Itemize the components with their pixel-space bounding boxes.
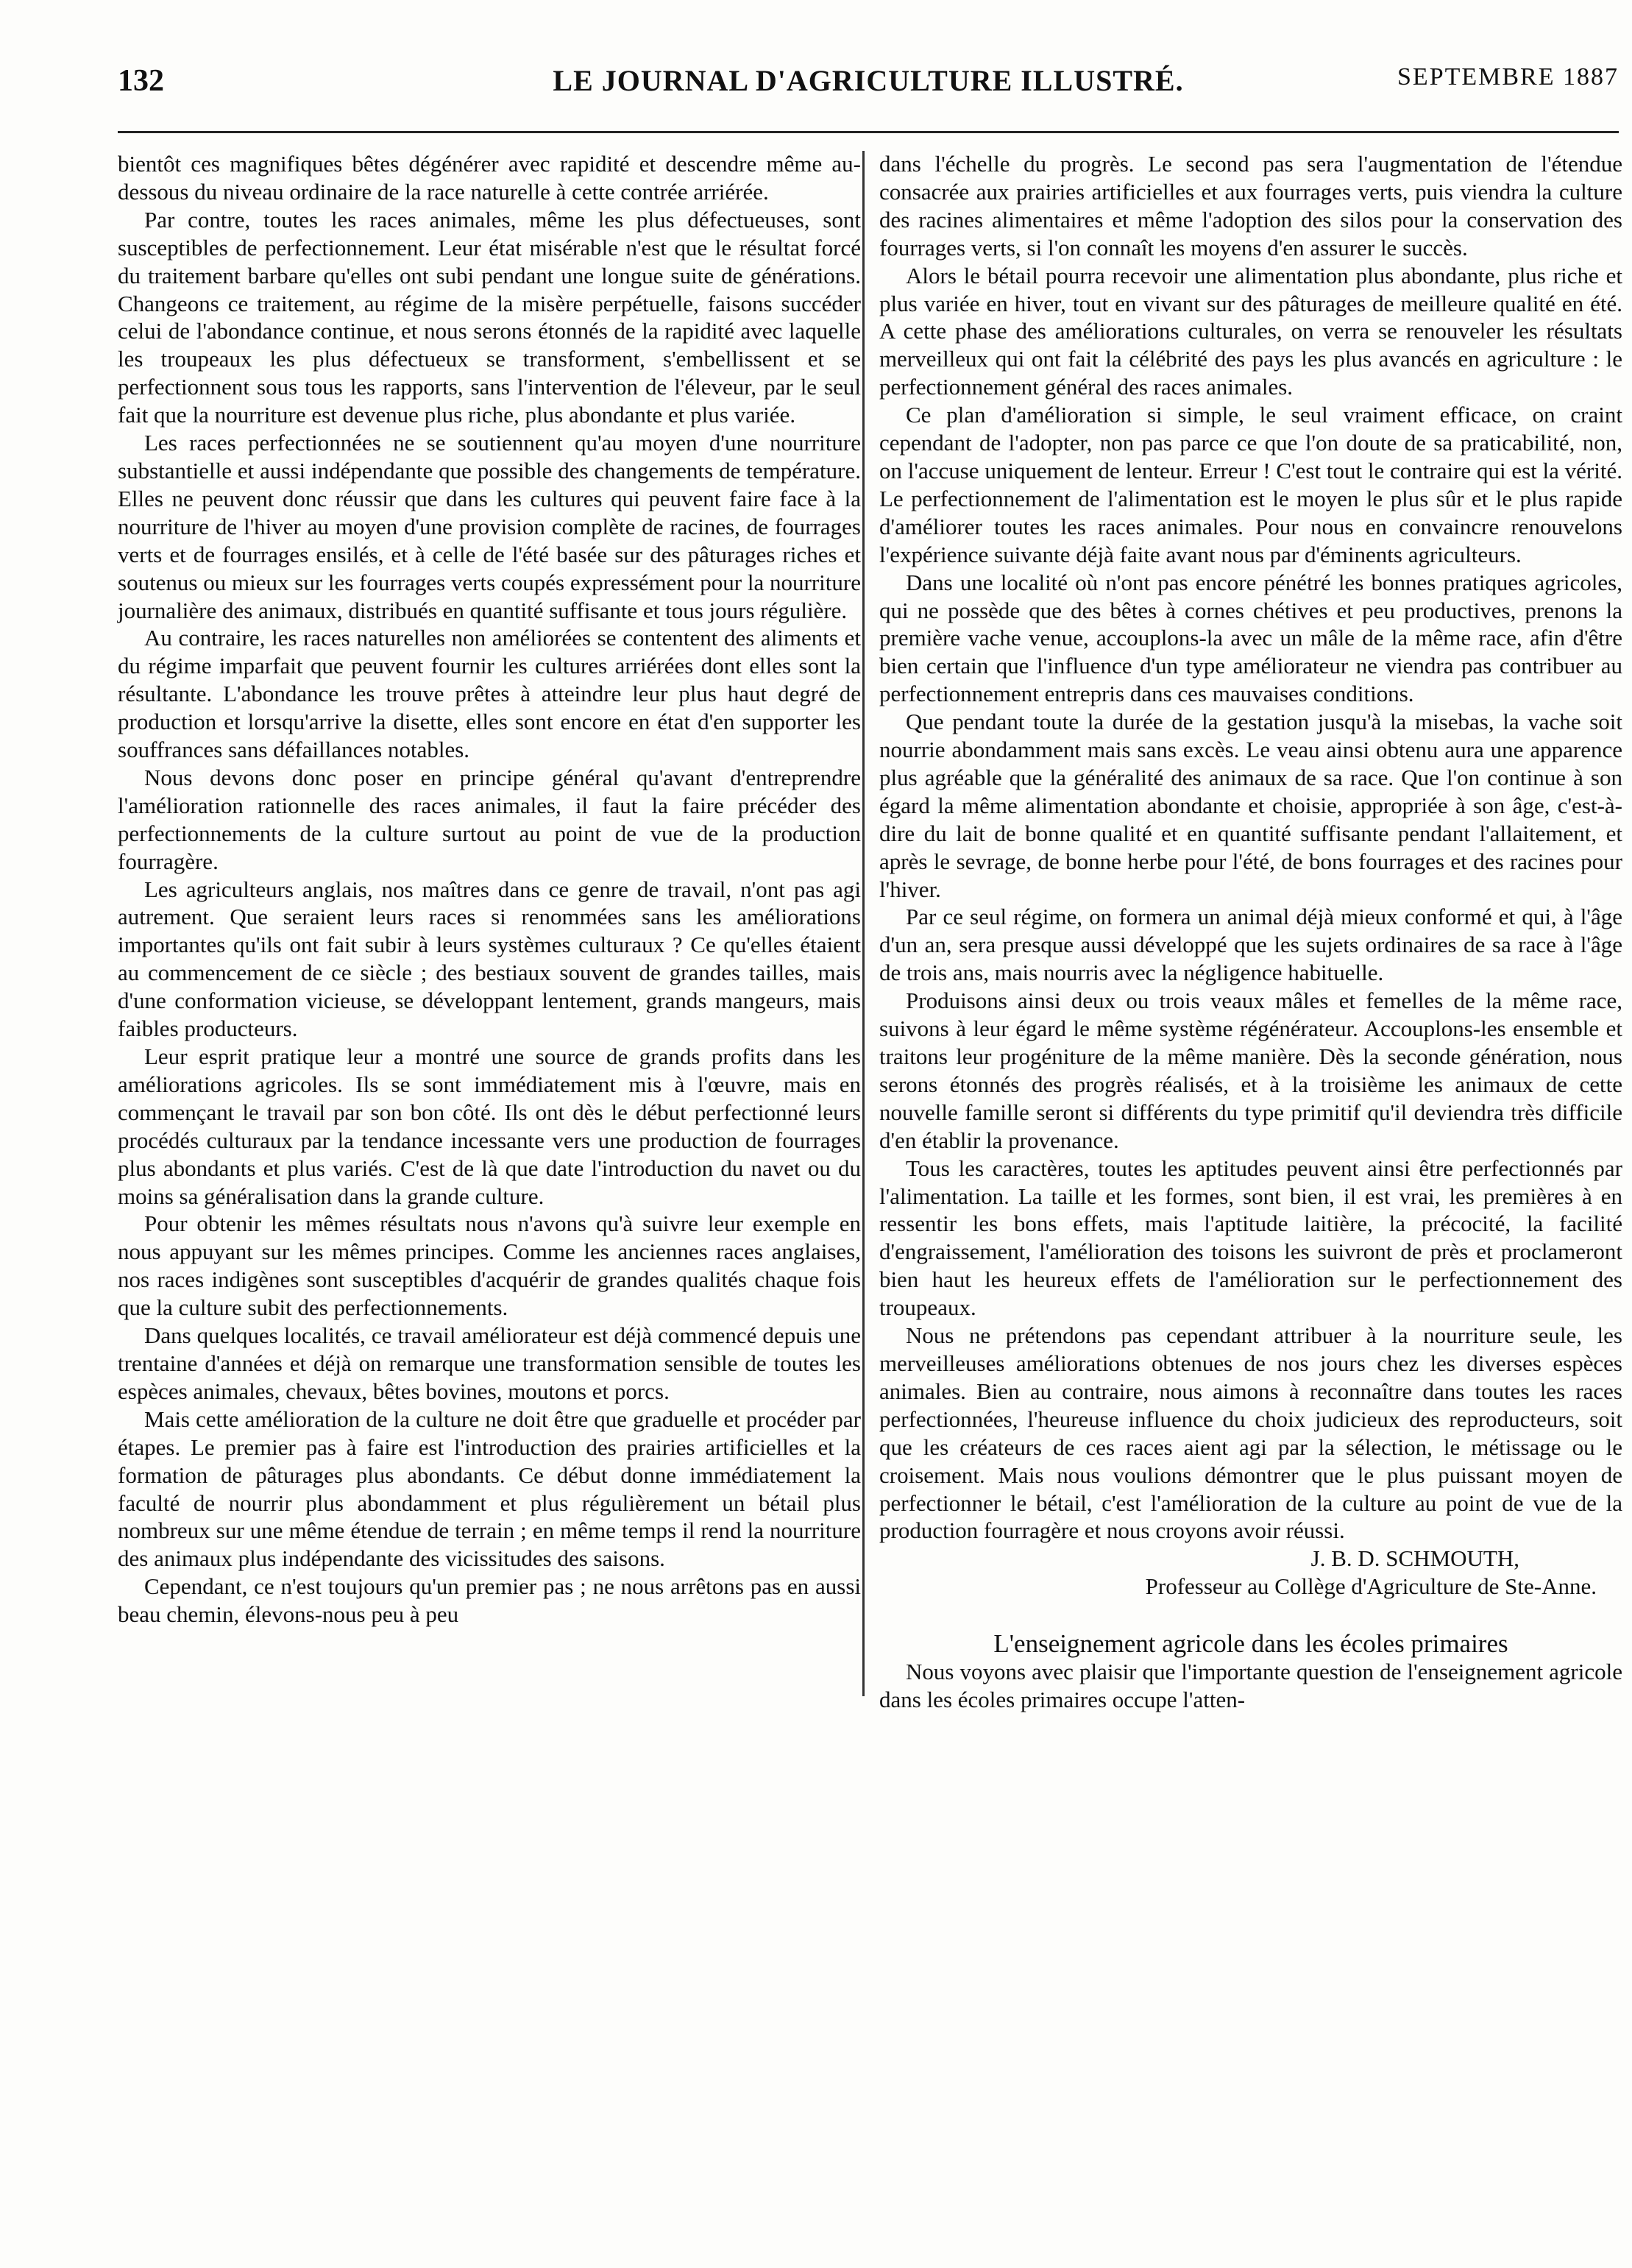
- paragraph: Nous devons donc poser en principe général qu'avant d'entreprendre l'amélioration rationnelle des races animales, il faut la faire précéder des perfectionnements de la culture surtout au point de vue de la production fourragère.: [118, 764, 861, 874]
- left-column: [118, 150, 861, 1629]
- paragraph: Alors le bétail pourra recevoir une alimentation plus abondante, plus riche et plus variée en hiver, tout en vivant sur des pâturages de meilleure qualité en été. A cette phase des améliorations culturales, on verra se renouveler les résultats merveilleux qui ont fait la célébrité des pays les plus avancés en agriculture : le perfectionnement général des races animales.: [879, 262, 1622, 400]
- paragraph: Produisons ainsi deux ou trois veaux mâles et femelles de la même race, suivons à leur égard le même système régénérateur. Accouplons-les ensemble et traitons leur progéniture de la même manière. Dès la seconde génération, nous serons étonnés des progrès réalisés, et à la troisième les animaux de cette nouvelle famille seront si différents du type primitif qu'il deviendra très difficile d'en établir la provenance.: [879, 988, 1622, 1153]
- page-number: 132: [118, 64, 164, 98]
- paragraph: Les races perfectionnées ne se soutiennent qu'au moyen d'une nourriture substantielle et aussi indépendante que possible des changements de température. Elles ne peuvent donc réussir que dans les cultures qui peuvent faire face à la nourriture de l'hiver au moyen d'une provision complète de racines, de fourrages verts et de fourrages ensilés, et à celle de l'été basée sur des pâturages riches et soutenus ou mieux sur les fourrages verts coupés expressément pour la nourriture journalière des animaux, distribués en quantité suffisante et tous jours régulière.: [118, 430, 861, 623]
- paragraph: Dans une localité où n'ont pas encore pénétré les bonnes pratiques agricoles, qui ne possède que des bêtes à cornes chétives et peu productives, prenons la première vache venue, accouplons-la avec un mâle de la même race, afin d'être bien certain que l'influence d'un type améliorateur ne viendra pas contribuer au perfectionnement entrepris dans ces mauvaises conditions.: [879, 569, 1622, 707]
- paragraph: Les agriculteurs anglais, nos maîtres dans ce genre de travail, n'ont pas agi autrement. Que seraient leurs races si renommées sans les améliorations importantes qu'ils ont fait subir à leurs systèmes culturaux ? Ce qu'elles étaient au commencement de ce siècle ; des bestiaux souvent de grandes tailles, mais d'une conformation vicieuse, se développant lentement, grands mangeurs, mais faibles producteurs.: [118, 876, 861, 1042]
- author-affiliation: Professeur au Collège d'Agriculture de Ste-Anne.: [1145, 1573, 1597, 1600]
- paragraph: bientôt ces magnifiques bêtes dégénérer avec rapidité et descendre même au-dessous du niveau ordinaire de la race naturelle à cette contrée arriérée.: [118, 151, 861, 205]
- page-header: [118, 63, 1619, 115]
- paragraph: Par ce seul régime, on formera un animal déjà mieux conformé et qui, à l'âge d'un an, sera presque aussi développé que les sujets ordinaires de sa race à l'âge de trois ans, mais nourris avec la négligence habituelle.: [879, 904, 1622, 986]
- paragraph: dans l'échelle du progrès. Le second pas sera l'augmentation de l'étendue consacrée aux prairies artificielles et aux fourrages verts, puis viendra la culture des racines alimentaires et même l'adoption des silos pour la conservation des fourrages verts, si l'on connaît les moyens d'en assurer le succès.: [879, 151, 1622, 261]
- author-name: J. B. D. SCHMOUTH,: [1310, 1545, 1519, 1572]
- paragraph: Cependant, ce n'est toujours qu'un premier pas ; ne nous arrêtons pas en aussi beau chemin, élevons-nous peu à peu: [118, 1573, 861, 1628]
- author-signature: [879, 1545, 1622, 1601]
- paragraph: Tous les caractères, toutes les aptitudes peuvent ainsi être perfectionnés par l'alimentation. La taille et les formes, sont bien, il est vrai, les premières à en ressentir les bons effets, mais l'aptitude laitière, la précocité, la facilité d'engraissement, l'amélioration des toisons les suivront de près et proclameront bien haut les heureux effets de l'amélioration sur le perfectionnement des troupeaux.: [879, 1155, 1622, 1321]
- right-column: [879, 150, 1622, 1714]
- paragraph: Nous voyons avec plaisir que l'importante question de l'enseignement agricole dans les écoles primaires occupe l'atten-: [879, 1659, 1622, 1712]
- header-rule: [118, 131, 1619, 133]
- paragraph: Nous ne prétendons pas cependant attribuer à la nourriture seule, les merveilleuses améliorations obtenues de nos jours chez les diverses espèces animales. Bien au contraire, nous aimons à reconnaître dans toutes les races perfectionnées, l'heureuse influence du choix judicieux des reproducteurs, soit que les créateurs de ces races aient agi par la sélection, le métissage ou le croisement. Mais nous voulions démontrer que le plus puissant moyen de perfectionner le bétail, c'est l'amélioration de la culture au point de vue de la production fourragère et nous croyons avoir réussi.: [879, 1322, 1622, 1544]
- paragraph: Que pendant toute la durée de la gestation jusqu'à la misebas, la vache soit nourrie abondamment mais sans excès. Le veau ainsi obtenu aura une apparence plus agréable que la généralité des animaux de sa race. Que l'on continue à son égard la même alimentation abondante et choisie, appropriée à son âge, c'est-à-dire du lait de bonne qualité et en quantité suffisante pendant l'allaitement, et après le sevrage, de bonne herbe pour l'été, de bons fourrages et des racines pour l'hiver.: [879, 709, 1622, 902]
- journal-title: LE JOURNAL D'AGRICULTURE ILLUSTRÉ.: [553, 64, 1184, 97]
- paragraph: Mais cette amélioration de la culture ne doit être que graduelle et procéder par étapes. Le premier pas à faire est l'introduction des prairies artificielles et la formation de pâturages plus abondants. Ce début donne immédiatement la faculté de nourrir plus abondamment et plus régulièrement un bétail plus nombreux sur une même étendue de terrain ; en même temps il rend la nourriture des animaux plus indépendante des vicissitudes des saisons.: [118, 1406, 861, 1572]
- paragraph: Ce plan d'amélioration si simple, le seul vraiment efficace, on craint cependant de l'adopter, non pas parce ce que l'on doute de sa praticabilité, non, on l'accuse uniquement de lenteur. Erreur ! C'est tout le contraire qui est la vérité. Le perfectionnement de l'alimentation est le moyen le plus sûr et le plus rapide d'améliorer toutes les races animales. Pour nous en convaincre renouvelons l'expérience suivante déjà faite avant nous par d'éminents agriculteurs.: [879, 402, 1622, 567]
- paragraph: Par contre, toutes les races animales, même les plus défectueuses, sont susceptibles de perfectionnement. Leur état misérable n'est que le résultat forcé du traitement barbare qu'elles ont subi pendant une longue suite de générations. Changeons ce traitement, au régime de la misère perpétuelle, faisons succéder celui de l'abondance continue, et nous serons étonnés de la rapidité avec laquelle les troupeaux les plus défectueux se transforment, s'embellissent et se perfectionnent sous tous les rapports, sans l'intervention de l'éleveur, par le seul fait que la nourriture est devenue plus riche, plus abondante et plus variée.: [118, 206, 861, 428]
- paragraph: Au contraire, les races naturelles non améliorées se contentent des aliments et du régime imparfait que peuvent fournir les cultures arriérées dont elles sont la résultante. L'abondance les trouve prêtes à atteindre leur plus haut degré de production et lorsqu'arrive la disette, elles sont encore en état d'en supporter les souffrances sans défaillances notables.: [118, 625, 861, 763]
- paragraph: Leur esprit pratique leur a montré une source de grands profits dans les améliorations agricoles. Ils se sont immédiatement mis à l'œuvre, mais en commençant le travail par son bon côté. Ils ont dès le début perfectionné leurs procédés culturaux par la tendance incessante vers une production de fourrages plus abondants et plus variés. C'est de là que date l'introduction du navet ou du moins sa généralisation dans la grande culture.: [118, 1043, 861, 1209]
- column-divider: [862, 151, 865, 1696]
- issue-date: SEPTEMBRE 1887: [1397, 63, 1619, 91]
- paragraph: Pour obtenir les mêmes résultats nous n'avons qu'à suivre leur exemple en nous appuyant sur les mêmes principes. Comme les anciennes races anglaises, nos races indigènes sont susceptibles d'acquérir de grandes qualités chaque fois que la culture subit des perfectionnements.: [118, 1211, 861, 1321]
- section-title: L'enseignement agricole dans les écoles primaires: [993, 1629, 1508, 1659]
- paragraph: Dans quelques localités, ce travail améliorateur est déjà commencé depuis une trentaine d'années et déjà on remarque une transformation sensible de toutes les espèces animales, chevaux, bêtes bovines, moutons et porcs.: [118, 1322, 861, 1404]
